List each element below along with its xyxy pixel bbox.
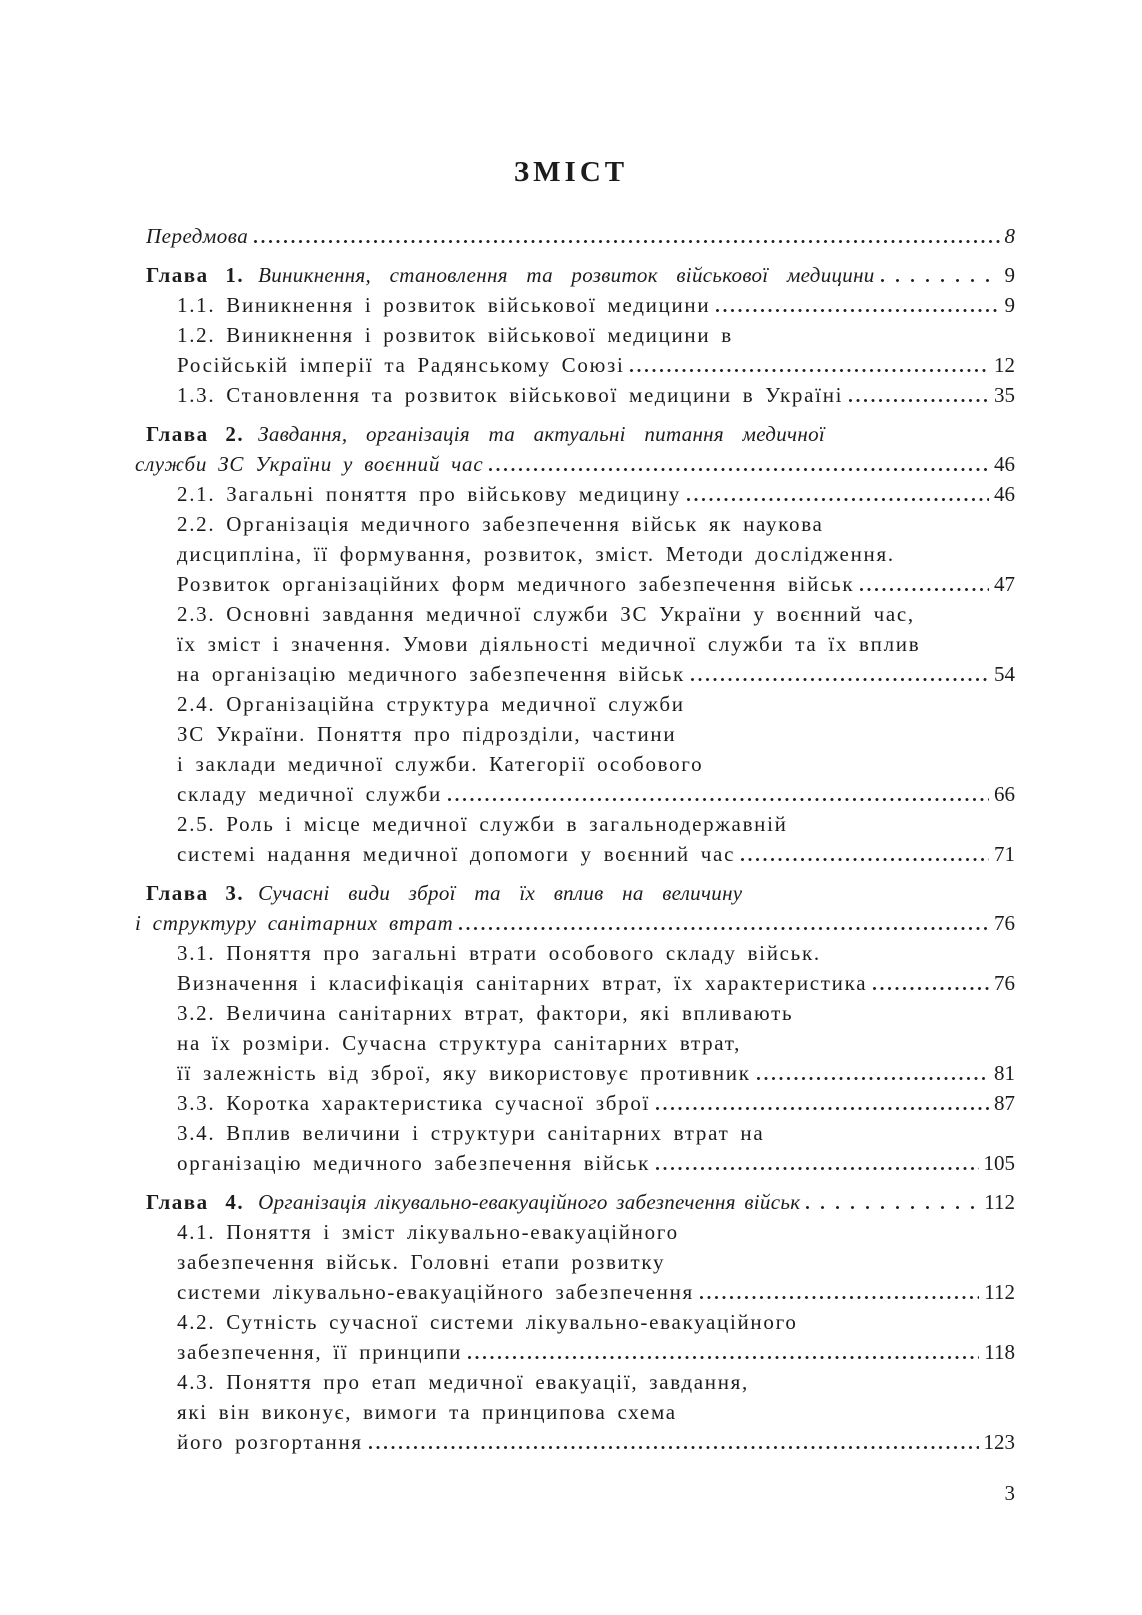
toc-entry-text: і структуру санітарних втрат — [135, 911, 454, 935]
toc-entry-text: 2.3. Основні завдання медичної служби ЗС України у воєнний час, — [177, 602, 915, 626]
toc-entry — [177, 809, 1015, 839]
toc-entry — [177, 569, 1015, 599]
toc-entry-text: його розгортання — [177, 1430, 363, 1454]
toc-page-number: 8 — [1004, 224, 1015, 248]
toc-entry — [146, 260, 1015, 290]
toc-entry-text: Завдання, організація та актуальні питання медичної — [258, 422, 826, 446]
dot-leader — [656, 1107, 989, 1110]
toc-entry — [146, 221, 1015, 251]
toc-entry — [135, 908, 1015, 938]
toc-page-number: 46 — [994, 452, 1015, 476]
toc-entry-text: 3.1. Поняття про загальні втрати особового складу військ. — [177, 941, 821, 965]
toc-entry — [177, 1277, 1015, 1307]
toc-entry-text: служби ЗС України у воєнний час — [135, 452, 484, 476]
toc-page-number: 118 — [984, 1340, 1015, 1364]
toc-page-number: 66 — [994, 782, 1015, 806]
folio-page-number: 3 — [1004, 1481, 1015, 1505]
toc-entry — [177, 1028, 1015, 1058]
toc-entry — [146, 878, 1015, 908]
dot-leader — [459, 927, 989, 930]
chapter-number-label: Глава 2. — [146, 422, 245, 446]
toc-entry-text: системи лікувально-евакуаційного забезпечення — [177, 1280, 694, 1304]
toc-entry-text: організацію медичного забезпечення військ — [177, 1151, 651, 1175]
toc-entry — [177, 968, 1015, 998]
toc-page-number: 81 — [994, 1061, 1015, 1085]
toc-entry — [177, 539, 1015, 569]
toc-entry — [177, 839, 1015, 869]
toc-entry-text: забезпечення, її принципи — [177, 1340, 463, 1364]
toc-entry-text: Визначення і класифікація санітарних втрат, їх характеристика — [177, 971, 868, 995]
toc-entry — [177, 1427, 1015, 1457]
chapter-number-label: Глава 4. — [146, 1190, 245, 1214]
toc-entry-text: на їх розміри. Сучасна структура санітарних втрат, — [177, 1031, 742, 1055]
toc-entry-text: 4.2. Сутність сучасної системи лікувально-евакуаційного — [177, 1310, 798, 1334]
toc-page-number: 12 — [994, 353, 1015, 377]
toc-entry — [177, 779, 1015, 809]
toc-entry-text: і заклади медичної служби. Категорії особового — [177, 752, 704, 776]
toc-entry — [177, 1148, 1015, 1178]
dot-leader — [489, 468, 989, 471]
toc-entry — [177, 350, 1015, 380]
toc-entry-text: 1.2. Виникнення і розвиток військової медицини в — [177, 323, 733, 347]
toc-entry — [177, 1058, 1015, 1088]
toc-page-number: 76 — [994, 971, 1015, 995]
toc-page-number: 9 — [1004, 293, 1015, 317]
toc-entry-text: системі надання медичної допомоги у воєнний час — [177, 842, 736, 866]
dot-leader — [741, 858, 989, 861]
toc-page-number: 112 — [984, 1280, 1015, 1304]
toc-entry — [177, 1118, 1015, 1148]
toc-entry-text: 4.1. Поняття і зміст лікувально-евакуаційного — [177, 1220, 679, 1244]
toc-entry — [177, 1367, 1015, 1397]
dot-leader — [656, 1167, 978, 1170]
toc-entry-text: ЗС України. Поняття про підрозділи, частини — [177, 722, 677, 746]
toc-entry-text: Російській імперії та Радянському Союзі — [177, 353, 625, 377]
dot-leader — [691, 678, 989, 681]
toc-page-number: 76 — [994, 911, 1015, 935]
page-title: ЗМІСТ — [513, 156, 629, 188]
toc-entry-text: на організацію медичного забезпечення військ — [177, 662, 685, 686]
toc-page-number: 123 — [983, 1430, 1015, 1454]
toc-entry — [177, 479, 1015, 509]
toc-entry — [177, 1337, 1015, 1367]
toc-page-number: 54 — [994, 662, 1015, 686]
toc-entry-text: 2.4. Організаційна структура медичної служби — [177, 692, 685, 716]
toc-page-number: 9 — [1004, 263, 1015, 287]
dot-leader — [687, 498, 989, 501]
toc-entry — [177, 659, 1015, 689]
toc-entry-text: дисципліна, її формування, розвиток, зміст. Методи дослідження. — [177, 542, 895, 566]
toc-page-number: 46 — [994, 482, 1015, 506]
toc-entry — [177, 1088, 1015, 1118]
toc-entry — [177, 749, 1015, 779]
toc-page-number: 105 — [983, 1151, 1015, 1175]
toc-entry-text: 2.2. Організація медичного забезпечення військ як наукова — [177, 512, 824, 536]
toc-entry — [177, 629, 1015, 659]
dot-leader — [700, 1296, 979, 1299]
dot-leader — [369, 1446, 979, 1449]
dot-leader — [757, 1077, 989, 1080]
dot-leader — [849, 399, 989, 402]
dot-leader — [873, 987, 989, 990]
toc-entry-text: 1.1. Виникнення і розвиток військової медицини — [177, 293, 711, 317]
toc-entry — [177, 599, 1015, 629]
toc-entry-text: забезпечення військ. Головні етапи розвитку — [177, 1250, 666, 1274]
toc-page-number: 47 — [994, 572, 1015, 596]
toc-page-number: 112 — [984, 1190, 1015, 1214]
chapter-number-label: Глава 1. — [146, 263, 245, 287]
dot-leader — [468, 1356, 979, 1359]
toc-entry-text: Організація лікувально-евакуаційного забезпечення військ — [258, 1190, 801, 1214]
toc-entry-text: 3.4. Вплив величини і структури санітарних втрат на — [177, 1121, 765, 1145]
chapter-number-label: Глава 3. — [146, 881, 245, 905]
toc-entry-text: складу медичної служби — [177, 782, 442, 806]
dot-leader — [630, 369, 989, 372]
toc-entry — [177, 689, 1015, 719]
toc-entry — [177, 380, 1015, 410]
toc-entry — [146, 419, 1015, 449]
toc-page-number: 35 — [994, 383, 1015, 407]
page-footer — [146, 1481, 1015, 1506]
toc-page-number: 71 — [994, 842, 1015, 866]
toc-entry — [177, 320, 1015, 350]
toc-page-number: 87 — [994, 1091, 1015, 1115]
toc-entry — [177, 509, 1015, 539]
dot-leader — [860, 588, 989, 591]
dot-leader — [881, 279, 1000, 282]
toc-entry — [177, 1307, 1015, 1337]
toc-entry — [177, 1247, 1015, 1277]
toc-entry-text: 2.5. Роль і місце медичної служби в загальнодержавній — [177, 812, 788, 836]
toc-entry-text: Сучасні види зброї та їх вплив на величину — [258, 881, 743, 905]
toc-entry-text: Розвиток організаційних форм медичного забезпечення військ — [177, 572, 855, 596]
toc-entry-text: Виникнення, становлення та розвиток військової медицини — [258, 263, 875, 287]
toc-entry-text: її залежність від зброї, яку використовує противник — [177, 1061, 751, 1085]
toc-entry-text: 2.1. Загальні поняття про військову медицину — [177, 482, 681, 506]
toc-entry-text: 3.2. Величина санітарних втрат, фактори, які впливають — [177, 1001, 794, 1025]
toc-entry — [146, 1187, 1015, 1217]
toc-entry-text: Передмова — [146, 224, 249, 248]
toc-entry-text: які він виконує, вимоги та принципова схема — [177, 1400, 677, 1424]
table-of-contents — [135, 221, 1015, 1457]
toc-entry — [177, 1217, 1015, 1247]
dot-leader — [254, 240, 999, 243]
toc-entry-text: 4.3. Поняття про етап медичної евакуації, завдання, — [177, 1370, 749, 1394]
toc-entry — [177, 290, 1015, 320]
toc-entry — [177, 938, 1015, 968]
dot-leader — [448, 798, 989, 801]
dot-leader — [806, 1206, 979, 1209]
toc-entry-text: 1.3. Становлення та розвиток військової медицини в Україні — [177, 383, 844, 407]
toc-entry — [177, 998, 1015, 1028]
toc-entry — [177, 719, 1015, 749]
toc-entry-text: 3.3. Коротка характеристика сучасної зброї — [177, 1091, 651, 1115]
toc-entry-text: їх зміст і значення. Умови діяльності медичної служби та їх вплив — [177, 632, 921, 656]
dot-leader — [716, 309, 999, 312]
toc-entry — [135, 449, 1015, 479]
toc-entry — [177, 1397, 1015, 1427]
